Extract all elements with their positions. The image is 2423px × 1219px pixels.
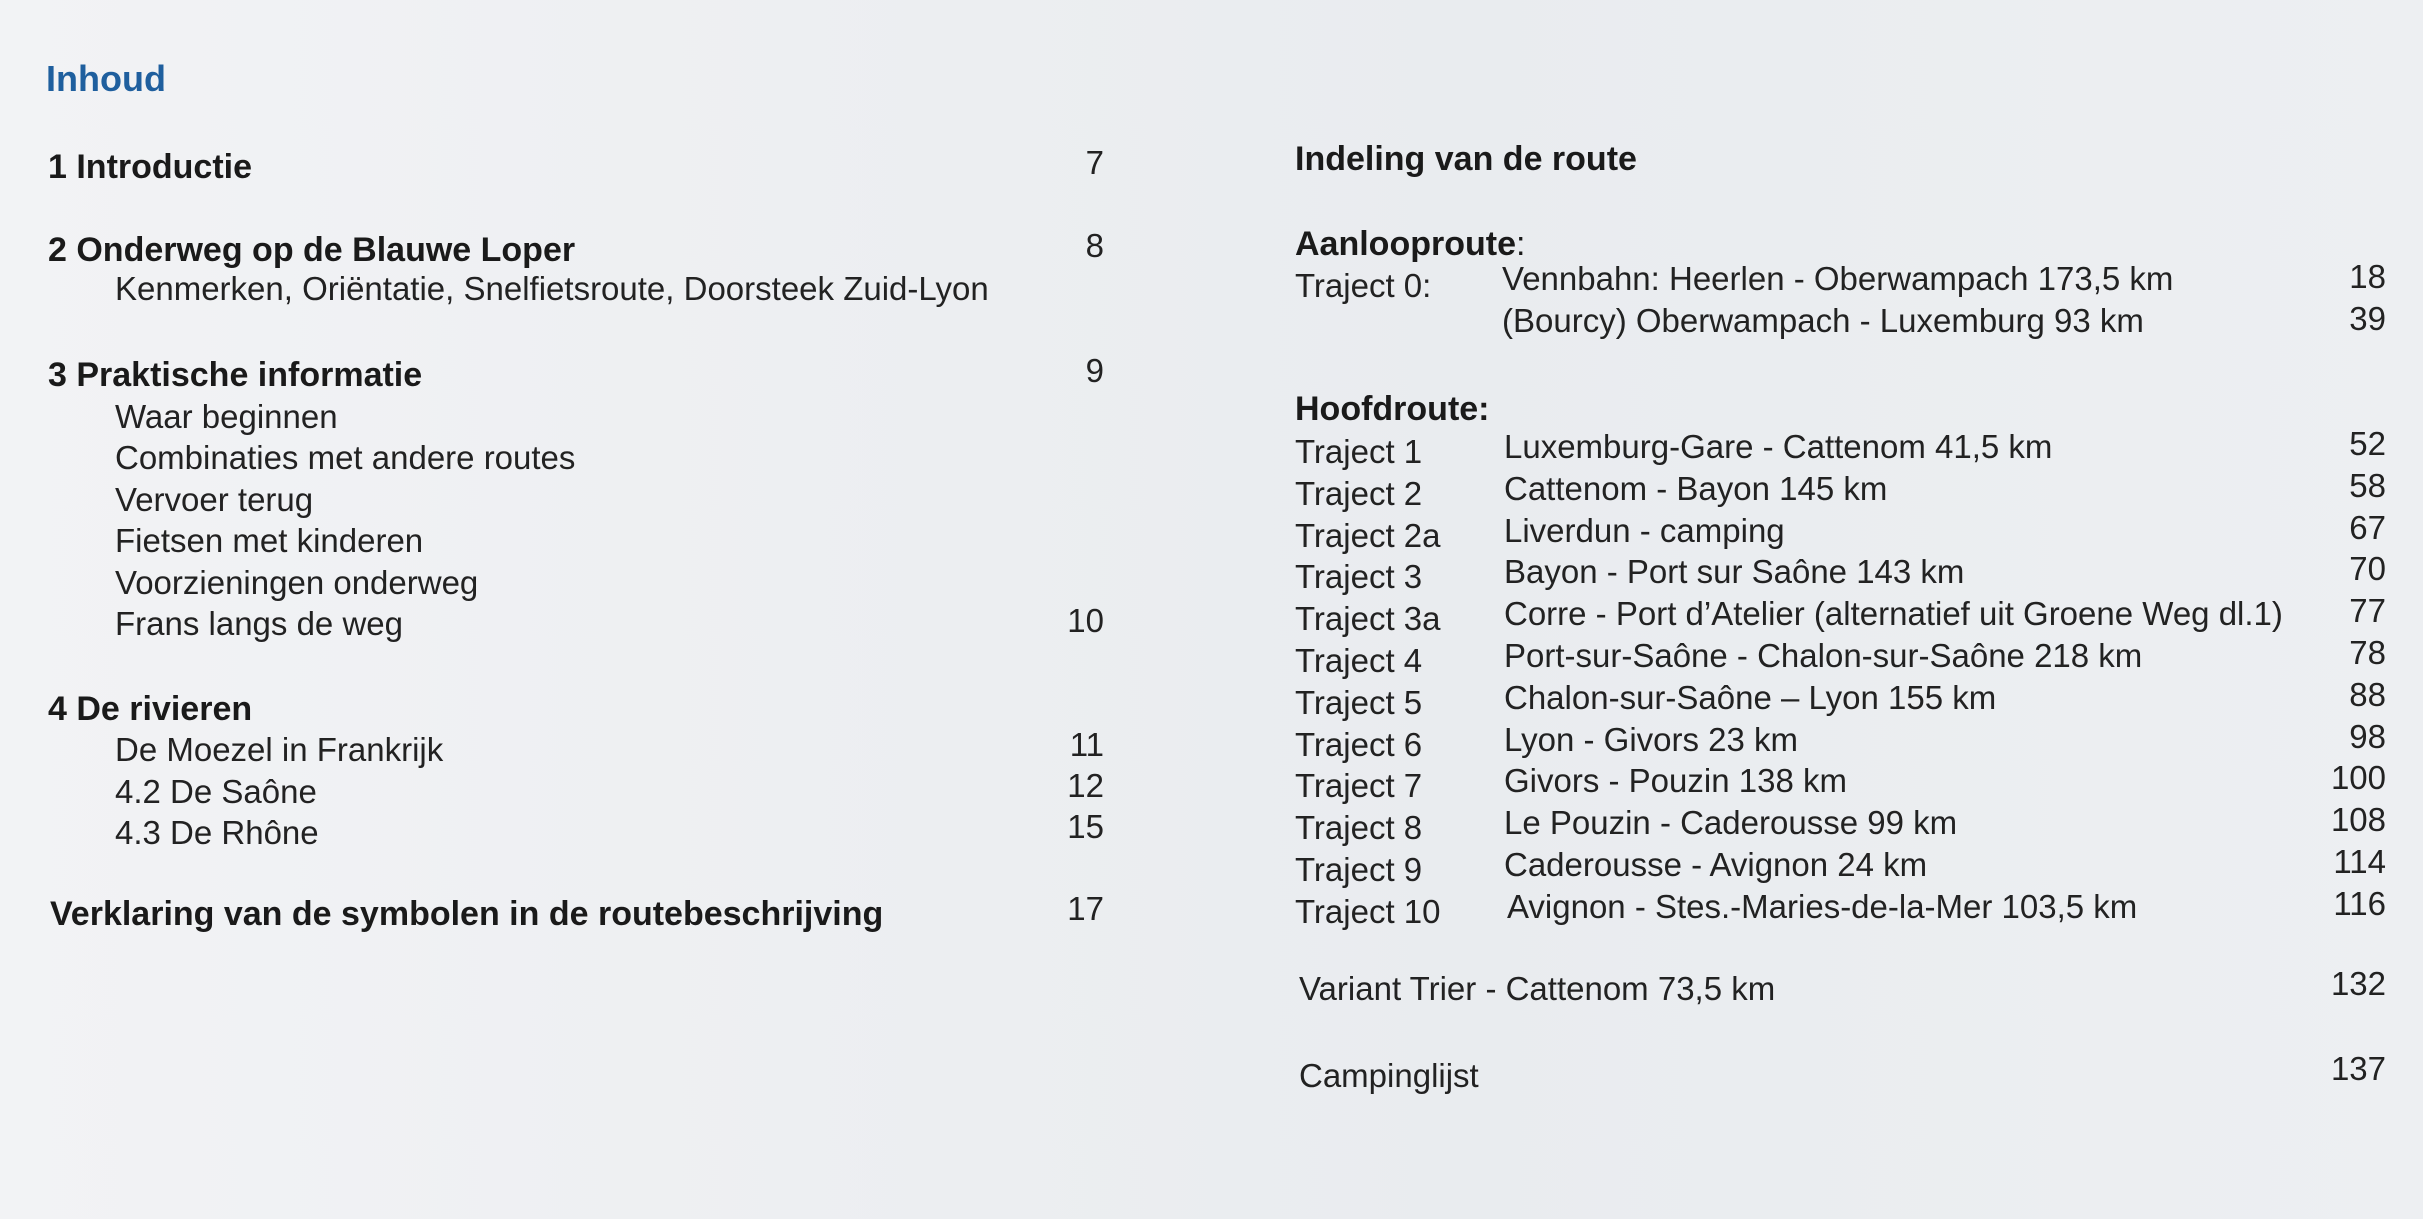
route-page: 78: [2349, 634, 2386, 671]
toc-item-page: 10: [1067, 602, 1104, 639]
route-page: 39: [2349, 300, 2386, 337]
traject-label: Traject 5: [1295, 684, 1423, 721]
route-page: 100: [2330, 759, 2386, 796]
traject-label: Traject 2: [1295, 475, 1423, 512]
traject-label: Traject 6: [1295, 726, 1423, 763]
route-page: 114: [2333, 843, 2386, 880]
toc-section-5-title: Verklaring van de symbolen in de routebeschrijving: [50, 895, 884, 933]
route-name: Luxemburg-Gare - Cattenom 41,5 km: [1504, 428, 2053, 465]
camping-label: Campinglijst: [1299, 1057, 1479, 1094]
route-name: Lyon - Givors 23 km: [1504, 721, 1799, 758]
toc-section-1-page: 7: [1085, 144, 1104, 181]
toc-item: De Moezel in Frankrijk: [115, 731, 444, 768]
route-name: (Bourcy) Oberwampach - Luxemburg 93 km: [1502, 302, 2144, 339]
camping-page: 137: [2330, 1050, 2386, 1087]
traject-label: Traject 9: [1295, 851, 1423, 888]
hoofd-heading: Hoofdroute:: [1295, 390, 1490, 428]
route-page: 108: [2330, 801, 2386, 838]
route-name: Bayon - Port sur Saône 143 km: [1504, 553, 1965, 590]
toc-item: Frans langs de weg: [115, 605, 403, 642]
toc-section-3-title: 3 Praktische informatie: [48, 356, 423, 394]
traject-label: Traject 7: [1295, 767, 1423, 804]
toc-item: Vervoer terug: [115, 481, 314, 518]
route-page: 77: [2349, 592, 2386, 629]
toc-section-2-sub: Kenmerken, Oriëntatie, Snelfietsroute, Doorsteek Zuid-Lyon: [115, 270, 989, 307]
toc-section-3-page: 9: [1085, 352, 1104, 389]
toc-section-2-title: 2 Onderweg op de Blauwe Loper: [48, 231, 576, 269]
route-page: 98: [2349, 718, 2386, 755]
aanloop-heading: Aanlooproute:: [1295, 225, 1526, 263]
page-title: Inhoud: [46, 58, 166, 99]
toc-section-1-title: 1 Introductie: [48, 148, 253, 186]
toc-item: Voorzieningen onderweg: [115, 564, 479, 601]
toc-item: 4.3 De Rhône: [115, 814, 319, 851]
route-page: 58: [2349, 467, 2386, 504]
route-name: Le Pouzin - Caderousse 99 km: [1504, 804, 1958, 841]
toc-item-page: 12: [1067, 767, 1104, 804]
toc-item: Fietsen met kinderen: [115, 522, 424, 559]
route-page: 67: [2349, 509, 2386, 546]
route-page: 70: [2349, 550, 2386, 587]
toc-section-2-page: 8: [1085, 227, 1104, 264]
route-name: Avignon - Stes.-Maries-de-la-Mer 103,5 km: [1507, 888, 2138, 925]
toc-item-page: 11: [1069, 726, 1104, 763]
traject-label: Traject 4: [1295, 642, 1423, 679]
traject-label: Traject 2a: [1295, 517, 1441, 554]
traject-label: Traject 3a: [1295, 600, 1441, 637]
traject-label: Traject 0:: [1295, 267, 1432, 304]
route-name: Port-sur-Saône - Chalon-sur-Saône 218 km: [1504, 637, 2143, 674]
toc-section-5-page: 17: [1067, 890, 1104, 927]
route-name: Givors - Pouzin 138 km: [1504, 762, 1847, 799]
route-name: Chalon-sur-Saône – Lyon 155 km: [1504, 679, 1997, 716]
route-name: Cattenom - Bayon 145 km: [1504, 470, 1888, 507]
toc-item: Combinaties met andere routes: [115, 439, 576, 476]
toc-item: Waar beginnen: [115, 398, 338, 435]
traject-label: Traject 3: [1295, 558, 1423, 595]
route-page: 88: [2349, 676, 2386, 713]
traject-label: Traject 10: [1295, 893, 1441, 930]
traject-label: Traject 1: [1295, 433, 1423, 470]
route-heading: Indeling van de route: [1295, 140, 1637, 178]
variant-page: 132: [2330, 965, 2386, 1002]
route-name: Caderousse - Avignon 24 km: [1504, 846, 1928, 883]
toc-section-4-title: 4 De rivieren: [48, 690, 253, 728]
route-page: 18: [2349, 258, 2386, 295]
variant-label: Variant Trier - Cattenom 73,5 km: [1299, 970, 1776, 1007]
toc-item: 4.2 De Saône: [115, 773, 317, 810]
route-name: Liverdun - camping: [1504, 512, 1785, 549]
toc-item-page: 15: [1067, 808, 1104, 845]
route-page: 52: [2349, 425, 2386, 462]
route-name: Corre - Port d’Atelier (alternatief uit Groene Weg dl.1): [1504, 595, 2283, 632]
route-page: 116: [2333, 885, 2386, 922]
traject-label: Traject 8: [1295, 809, 1423, 846]
route-name: Vennbahn: Heerlen - Oberwampach 173,5 km: [1502, 260, 2174, 297]
